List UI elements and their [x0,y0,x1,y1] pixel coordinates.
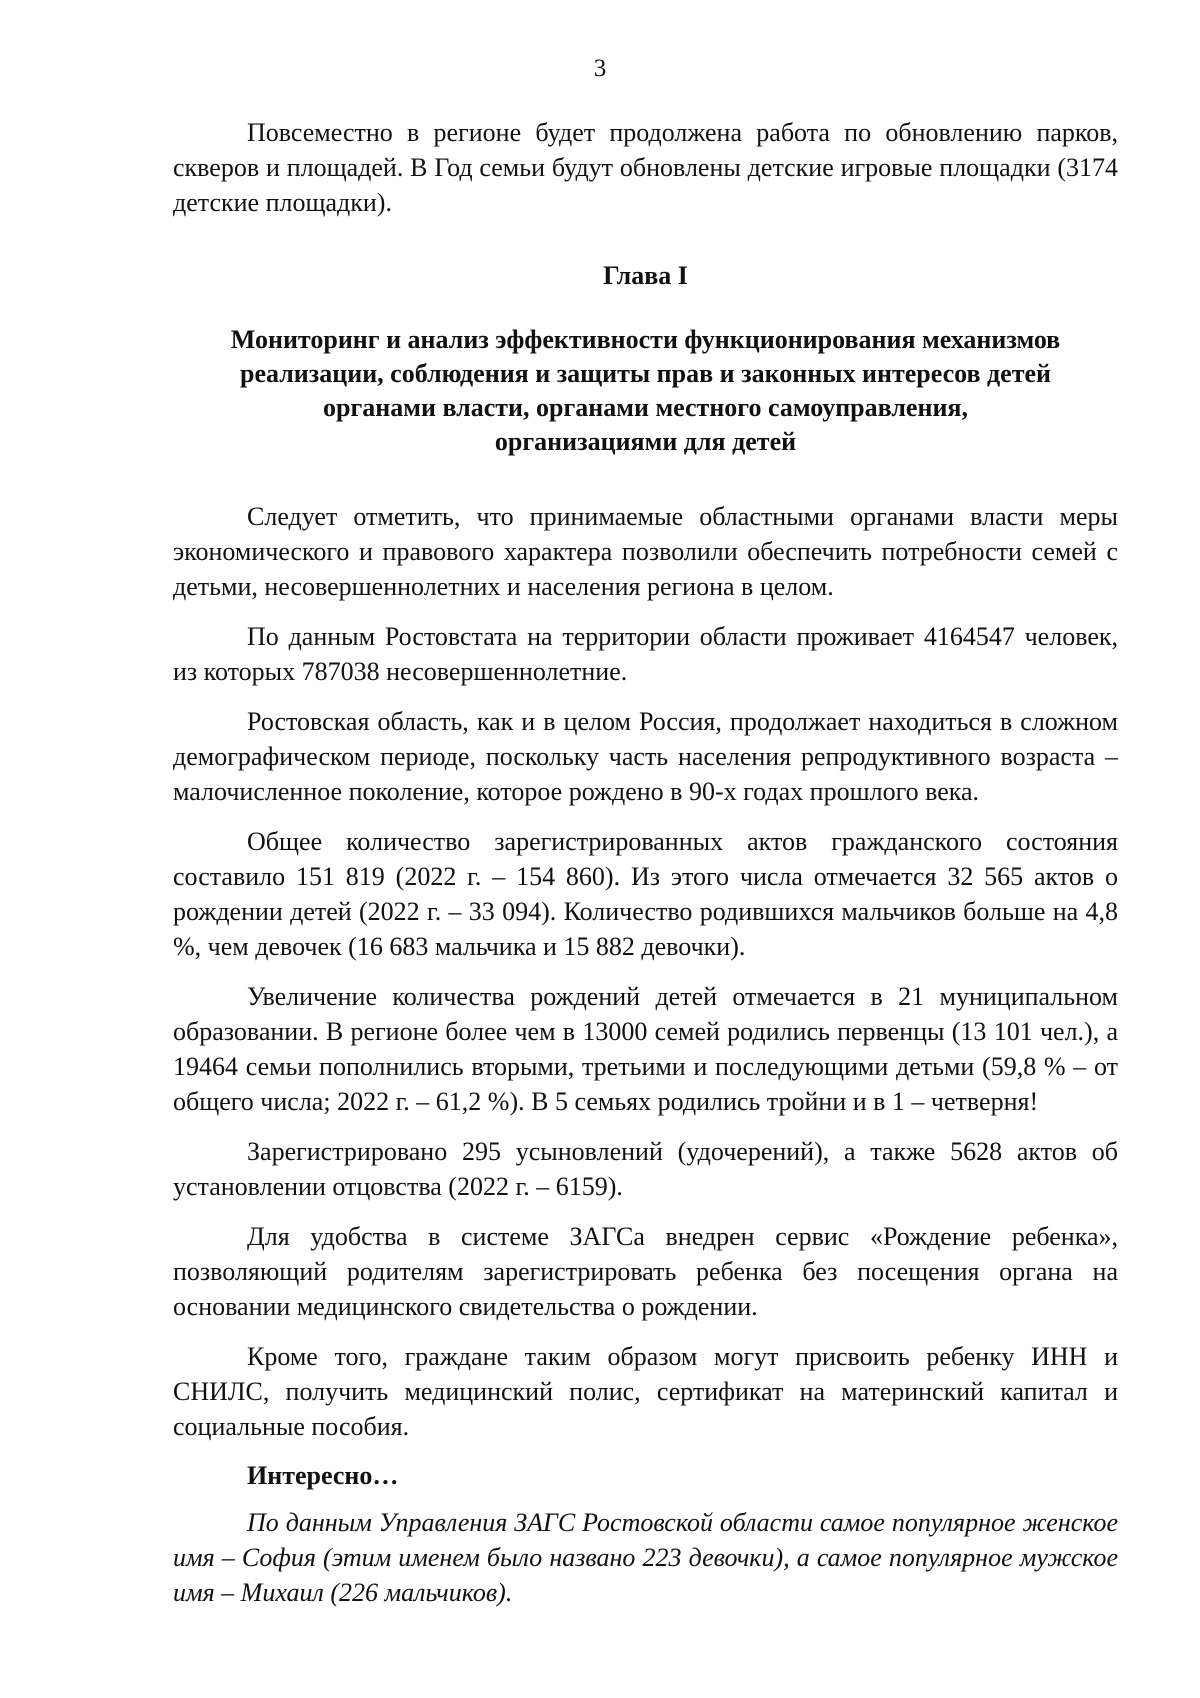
body-paragraph: Ростовская область, как и в целом Россия, продолжает находиться в сложном демографическом периоде, поскольку часть населения репродуктивного возраста – малочисленное поколение, которое рождено в 90-х годах прошлого века. [173,707,1118,806]
body-paragraph: По данным Ростовстата на территории области проживает 4164547 человек, из которых 787038 несовершеннолетние. [173,622,1118,686]
interesting-label: Интересно… [247,1461,399,1490]
intro-paragraph: Повсеместно в регионе будет продолжена работа по обновлению парков, скверов и площадей. В Год семьи будут обновлены детские игровые площадки (3174 детские площадки). [173,118,1118,217]
body-paragraph: Увеличение количества рождений детей отмечается в 21 муниципальном образовании. В регионе более чем в 13000 семей родились первенцы (13 101 чел.), а 19464 семьи пополнились вторыми, третьими и последующими детьми (59,8 % – от общего числа; 2022 г. – 61,2 %). В 5 семьях родились тройни и в 1 – четверня! [173,982,1118,1116]
body-paragraph: Следует отметить, что принимаемые областными органами власти меры экономического и правового характера позволили обеспечить потребности семей с детьми, несовершеннолетних и населения региона в целом. [173,502,1118,601]
interesting-text: По данным Управления ЗАГС Ростовской области самое популярное женское имя – София (этим именем было названо 223 девочки), а самое популярное мужское имя – Михаил (226 мальчиков). [173,1508,1118,1607]
chapter-heading-line: органами власти, органами местного самоуправления, [323,393,968,422]
chapter-heading [173,323,1118,459]
chapter-paragraphs [173,499,1118,1444]
body-paragraph: Зарегистрировано 295 усыновлений (удочерений), а также 5628 актов об установлении отцовства (2022 г. – 6159). [173,1137,1118,1201]
page-number: 3 [593,55,607,82]
chapter-heading-line: организациями для детей [494,427,797,456]
chapter-heading-line: реализации, соблюдения и защиты прав и законных интересов детей [239,359,1051,388]
chapter-heading-line: Мониторинг и анализ эффективности функционирования механизмов [230,325,1061,354]
body-paragraph: Общее количество зарегистрированных актов гражданского состояния составило 151 819 (2022 г. – 154 860). Из этого числа отмечается 32 565 актов о рождении детей (2022 г. – 33 094). Количество родившихся мальчиков больше на 4,8 %, чем девочек (16 683 мальчика и 15 882 девочки). [173,827,1118,961]
chapter-label: Глава I [603,261,688,290]
document-body [173,115,1118,1610]
body-paragraph: Кроме того, граждане таким образом могут присвоить ребенку ИНН и СНИЛС, получить медицинский полис, сертификат на материнский капитал и социальные пособия. [173,1342,1118,1441]
body-paragraph: Для удобства в системе ЗАГСа внедрен сервис «Рождение ребенка», позволяющий родителям зарегистрировать ребенка без посещения органа на основании медицинского свидетельства о рождении. [173,1222,1118,1321]
